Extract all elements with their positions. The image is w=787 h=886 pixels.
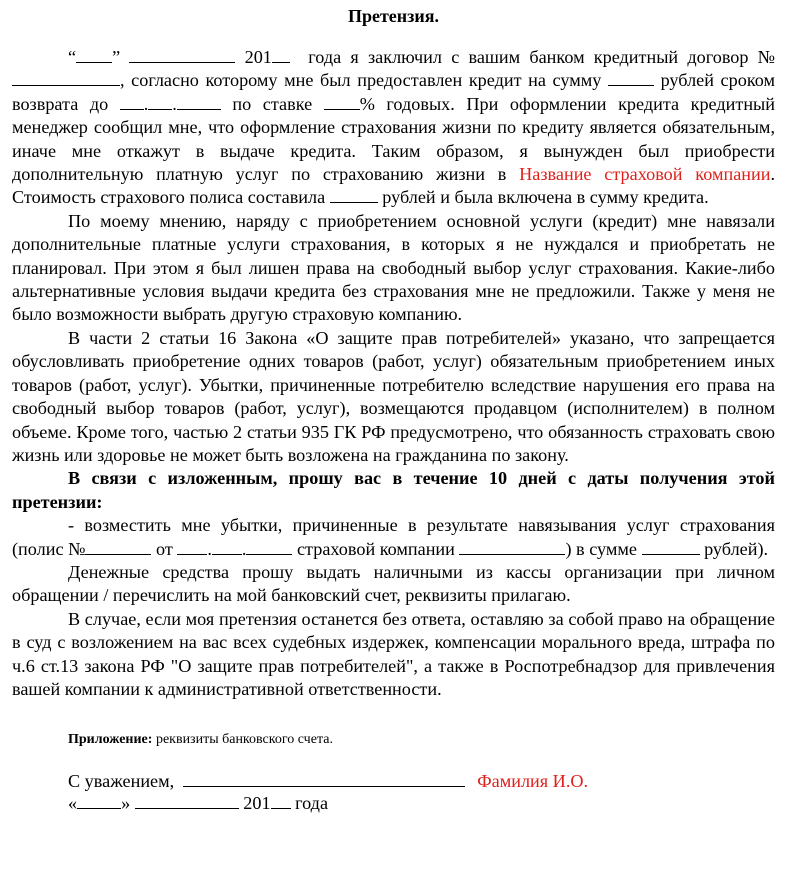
- sign-year-word: года: [295, 793, 329, 814]
- blank-sign-day: [77, 792, 121, 809]
- blank-day: [76, 46, 112, 63]
- contract-text-2: , согласно которому мне был предоставлен кредит на сумму: [120, 70, 602, 91]
- appendix-text: реквизиты банковского счета.: [152, 732, 333, 748]
- blank-policy-cost: [330, 186, 378, 203]
- date-quote-open: «: [68, 793, 78, 814]
- insurer-name-placeholder: Название страховой компании: [519, 164, 771, 185]
- quote-close: ”: [112, 47, 121, 67]
- blank-signature: [183, 770, 465, 787]
- paragraph-law-reference: В части 2 статьи 16 Закона «О защите прав потребителей» указано, что запрещается обусловливать приобретение одних товаров (работ, услуг) обязательным приобретением иных товаров (работ, услуг). Убытки, причиненные потребителю вследствие нарушения его права на свободный выбор товаров (работ, услуг), возмещаются продавцом (исполнителем) в полном объеме. Кроме того, частью 2 статьи 935 ГК РФ предусмотрено, что обязанность страховать свою жизнь или здоровье не может быть возложена на гражданина по закону.: [12, 327, 775, 465]
- blank-due-year: [177, 93, 221, 110]
- blank-insurer: [459, 538, 565, 555]
- signature-block: [68, 770, 775, 814]
- contract-text-6: . Стоимость страхового полиса составила: [12, 164, 776, 208]
- blank-compensation-sum: [642, 538, 700, 555]
- contract-text-7: рублей и была включена в сумму кредита.: [382, 187, 709, 208]
- blank-policy-day: [177, 538, 207, 555]
- quote-open: “: [68, 47, 77, 67]
- blank-policy-month: [212, 538, 242, 555]
- blank-sign-year: [271, 792, 291, 809]
- paragraph-contract: “ ” 201 года я заключил с вашим банком кредитный договор №, согласно которому мне был предоставлен кредит на сумму рублей сроком возврата до . . по ставке % годовых. При оформлении кредита кредитный менеджер сообщил мне, что оформление страхования жизни по кредиту является обязательным, иначе мне откажут в выдаче кредита. Таким образом, я вынужден был приобрести дополнительную платную услуг по страхованию жизни в Название страховой компании. Стоимость страхового полиса составила рублей и была включена в сумму кредита.: [12, 47, 776, 208]
- compensation-text-4: ) в сумме: [565, 538, 637, 559]
- paragraph-request-heading: В связи с изложенным, прошу вас в течение 10 дней с даты получения этой претензии:: [12, 468, 775, 512]
- date-quote-close: »: [121, 793, 131, 814]
- blank-policy-year: [246, 538, 292, 555]
- contract-text-1: года я заключил с вашим банком кредитный договор №: [308, 47, 776, 67]
- paragraph-payment-method: Денежные средства прошу выдать наличными из кассы организации при личном обращении / перечислить на мой банковский счет, реквизиты прилагаю.: [12, 561, 775, 606]
- blank-contract-number: [12, 69, 120, 86]
- year-prefix: 201: [244, 47, 272, 67]
- blank-rate: [324, 93, 360, 110]
- appendix-label: Приложение:: [68, 732, 153, 748]
- contract-text-4: по ставке: [232, 93, 313, 114]
- contract-text-3: рублей сроком возврата до: [12, 70, 775, 114]
- appendix-line: [68, 732, 775, 748]
- paragraph-compensation: - возместить мне убытки, причиненные в результате навязывания услуг страхования (полис № от . . страховой компании ) в сумме рублей).: [12, 515, 775, 559]
- compensation-text-2: от: [155, 538, 173, 559]
- blank-policy-number: [85, 538, 151, 555]
- compensation-text-3: страховой компании: [296, 538, 455, 559]
- paragraph-court-warning: В случае, если моя претензия останется без ответа, оставляю за собой право на обращение в суд с возложением на вас всех судебных издержек, компенсации морального вреда, штрафа по ч.6 ст.13 закона РФ "О защите прав потребителей", а также в Роспотребнадзор для привлечения вашей компании к административной ответственности.: [12, 608, 775, 699]
- regards-text: С уважением,: [68, 771, 175, 792]
- blank-credit-sum: [608, 69, 654, 86]
- sign-year-prefix: 201: [243, 793, 271, 814]
- document-title: Претензия.: [347, 6, 440, 26]
- document-page: [12, 6, 775, 814]
- contract-text-5: % годовых. При оформлении кредита кредитный менеджер сообщил мне, что оформление страхования жизни по кредиту является обязательным, иначе мне откажут в выдаче кредита. Таким образом, я вынужден был приобрести дополнительную платную услуг по страхованию жизни в: [12, 93, 776, 185]
- signature-row: [68, 770, 775, 792]
- signer-name-placeholder: Фамилия И.О.: [477, 771, 589, 792]
- signature-date-row: [68, 792, 775, 814]
- blank-due-day: [120, 93, 144, 110]
- blank-sign-month: [135, 792, 239, 809]
- blank-due-month: [148, 93, 172, 110]
- compensation-text-5: рублей).: [704, 538, 769, 559]
- blank-year: [272, 46, 290, 63]
- compensation-text-1: - возместить мне убытки, причиненные в результате навязывания услуг страхования (полис №: [12, 515, 775, 559]
- blank-month: [129, 46, 235, 63]
- paragraph-imposed-services: По моему мнению, наряду с приобретением основной услуги (кредит) мне навязали дополнительные платные услуги страхования, в которых я не нуждался и приобретать не планировал. При этом я был лишен права на свободный выбор услуг страхования. Какие-либо альтернативные условия выдачи кредита без страхования мне не предложили. Также у меня не было возможности выбрать другую страховую компанию.: [12, 210, 775, 325]
